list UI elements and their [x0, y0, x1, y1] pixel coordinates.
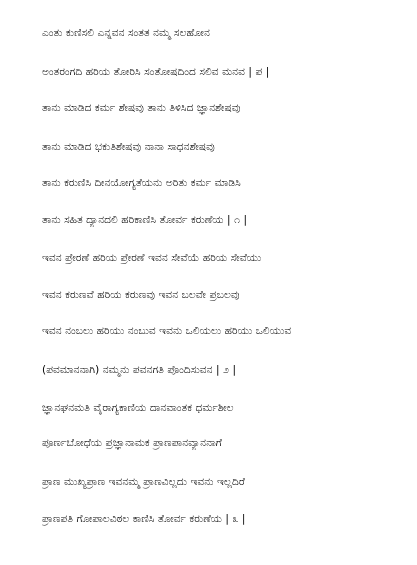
verse-line-13: ಪ್ರಾಣ ಮುಖ್ಯಪ್ರಾಣ ಇವನಮ್ಮ ಪ್ರಾಣವಿಲ್ಲದು ಇವನು ಇಲ್ಲದಿರೆ — [42, 476, 245, 488]
verse-line-8: ಇವನ ಕರುಣವೆ ಹರಿಯ ಕರುಣವು ಇವನ ಬಲವೇ ಪ್ರಬಲವು — [42, 289, 240, 301]
verse-line-7: ಇವನ ಪ್ರೇರಣೆ ಹರಿಯ ಪ್ರೇರಣೆ ಇವನ ಸೇವೆಯೆ ಹರಿಯ ಸೇವೆಯು — [42, 252, 262, 264]
verse-line-1: ಎಂತು ಕುಣಿಸಲಿ ಎನ್ನವನ ಸಂತತ ನಮ್ಮ ಸಲಹೋನ — [42, 27, 210, 39]
verse-line-10: (ಪವಮಾನನಾಗಿ) ನಮ್ಮನು ಪವನಗತಿ ಪೊಂದಿಸುವನ | ೨ | — [42, 364, 237, 376]
verse-line-9: ಇವನ ನಂಬಲು ಹರಿಯು ನಂಬುವ ಇವನು ಒಲಿಯಲು ಹರಿಯು ಒಲಿಯುವ — [42, 325, 292, 337]
verse-line-6: ತಾನು ಸಹಿತ ದ್ಯಾನದಲಿ ಹರಿಕಾಣಿಸಿ ತೋರ್ವ ಕರುಣೆಯ | ೧ | — [42, 214, 248, 226]
verse-line-5: ತಾನು ಕರುಣಿಸಿ ದೀನಯೋಗ್ಯತೆಯನು ಅರಿತು ಕರ್ಮ ಮಾಡಿಸಿ — [42, 177, 241, 189]
verse-line-12: ಪೂರ್ಣಬೋಧೆಯ ಪ್ರಜ್ಞಾನಾಮಕ ಪ್ರಾಣಪಾನವ್ಯಾನನಾಗೆ — [42, 437, 222, 449]
verse-line-11: ಜ್ಞಾನಘನಮತಿ ವೈರಾಗ್ಯಕಾಣಿಯ ದಾನವಾಂತಕ ಧರ್ಮಶೀಲ — [42, 402, 234, 414]
verse-line-14: ಪ್ರಾಣಪತಿ ಗೋಪಾಲವಿಠಲ ಕಾಣಿಸಿ ತೋರ್ವ ಕರುಣೆಯ | ೩ | — [42, 513, 246, 525]
verse-line-2: ಅಂತರಂಗದಿ ಹರಿಯ ತೋರಿಸಿ ಸಂತೋಷದಿಂದ ಸಲಿವ ಮನವ | ಪ | — [42, 66, 270, 78]
verse-line-4: ತಾನು ಮಾಡಿದ ಭಕುತಿಶೇಷವು ನಾನಾ ಸಾಧನಶೇಷವು — [42, 141, 215, 153]
verse-line-3: ತಾನು ಮಾಡಿದ ಕರ್ಮ ಶೇಷವು ತಾನು ತಿಳಿಸಿದ ಜ್ಞಾನಶೇಷವು — [42, 102, 241, 114]
